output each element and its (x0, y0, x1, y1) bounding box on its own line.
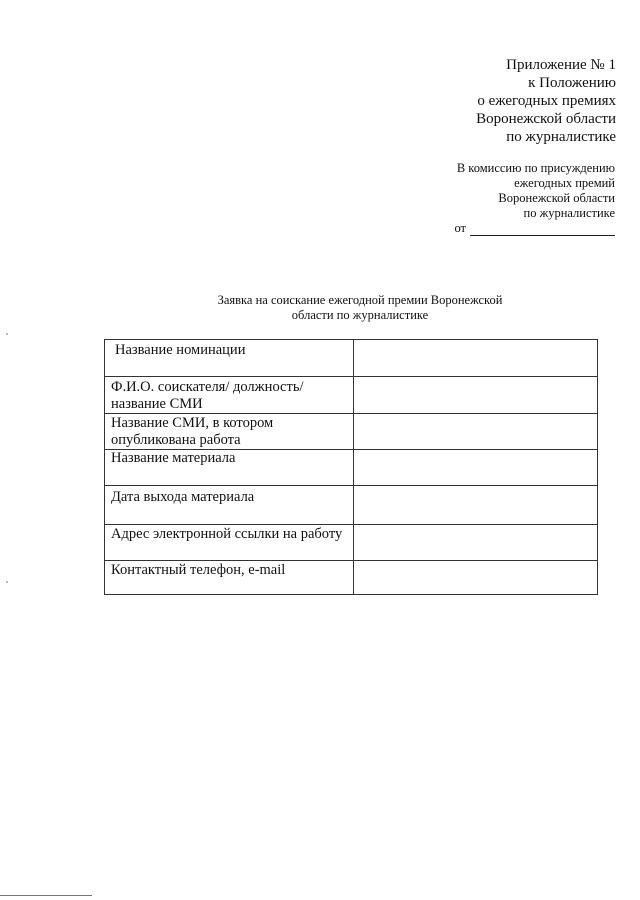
appendix-line: о ежегодных премиях (477, 93, 616, 109)
table-row (105, 525, 598, 561)
table-row (105, 377, 598, 414)
appendix-line: по журналистике (506, 129, 616, 145)
row-label: Название материала (105, 450, 354, 486)
application-form-table (104, 339, 598, 595)
appendix-line: к Положению (528, 75, 616, 91)
table-row (105, 414, 598, 450)
row-value-field[interactable] (353, 525, 597, 561)
row-label: Название СМИ, в котором опубликована работа (105, 414, 354, 450)
scan-speck (6, 333, 8, 335)
row-value-field[interactable] (353, 340, 597, 377)
row-label: Адрес электронной ссылки на работу (105, 525, 354, 561)
appendix-line: Приложение № 1 (506, 57, 616, 73)
row-label: Контактный телефон, e-mail (105, 561, 354, 595)
row-value-field[interactable] (353, 414, 597, 450)
addressee-line: по журналистике (523, 206, 615, 220)
table-row (105, 450, 598, 486)
table-row (105, 340, 598, 377)
scan-speck (6, 581, 8, 583)
from-blank-field[interactable] (470, 223, 615, 236)
addressee-line: ежегодных премий (514, 176, 615, 190)
row-value-field[interactable] (353, 450, 597, 486)
title-line: Заявка на соискание ежегодной премии Воронежской (217, 293, 503, 307)
row-label: Дата выхода материала (105, 486, 354, 525)
from-line (454, 221, 615, 236)
title-line: области по журналистике (291, 308, 429, 322)
row-label: Ф.И.О. соискателя/ должность/ название СМИ (105, 377, 354, 414)
table-row (105, 561, 598, 595)
from-label: от (454, 221, 466, 235)
row-value-field[interactable] (353, 561, 597, 595)
addressee-line: В комиссию по присуждению (456, 161, 615, 175)
appendix-line: Воронежской области (476, 111, 616, 127)
row-label: Название номинации (105, 340, 354, 377)
application-title (150, 293, 570, 323)
row-value-field[interactable] (353, 377, 597, 414)
addressee-block (454, 161, 615, 236)
appendix-header (476, 56, 616, 146)
addressee-line: Воронежской области (498, 191, 615, 205)
row-value-field[interactable] (353, 486, 597, 525)
table-row (105, 486, 598, 525)
scan-artifact-line (0, 895, 92, 896)
